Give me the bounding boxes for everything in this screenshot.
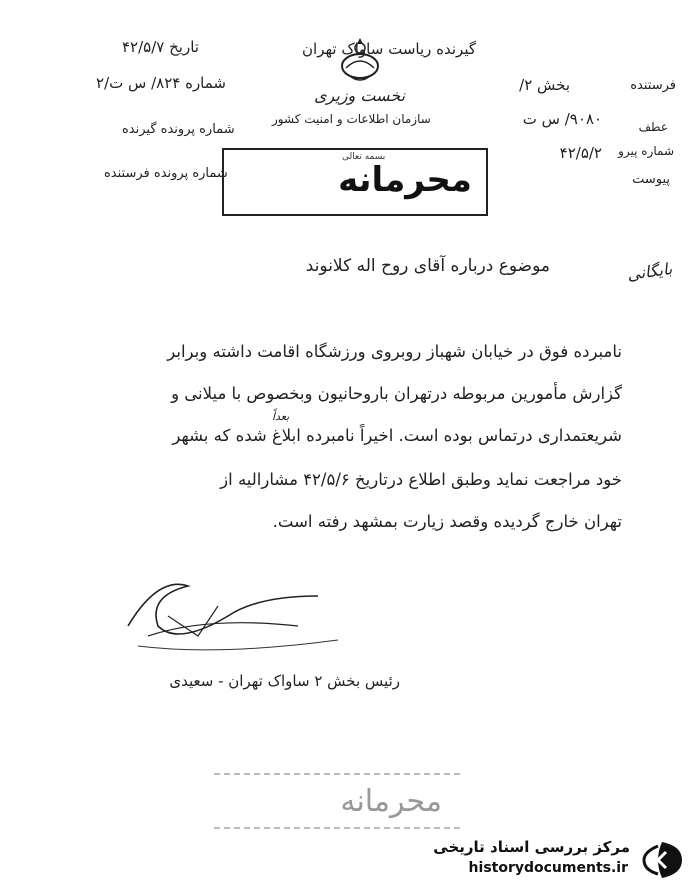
body-line-2: گزارش مأمورین مربوطه درتهران باروحانیون وبخصوص با میلانی و <box>171 384 622 403</box>
header-sender-file: شماره پرونده فرستنده <box>104 166 228 181</box>
footer-title: مرکز بررسی اسناد تاریخی <box>433 838 630 856</box>
header-emblem-caption: نخست وزیری <box>314 86 406 105</box>
header-emblem-org: سازمان اطلاعات و امنیت کشور <box>272 112 431 126</box>
header-number: شماره ۸۲۴/ س ت/۲ <box>96 74 226 92</box>
header-sender-label: فرستنده <box>630 78 676 93</box>
subject-line: موضوع درباره آقای روح اله کلانوند <box>305 256 550 276</box>
confidential-stamp <box>222 148 488 216</box>
header-recipient-org: گیرنده ریاست ساواک تهران <box>302 40 476 58</box>
header-ref-number: ۹۰۸۰/ س ت <box>522 110 602 128</box>
archive-watermark <box>410 836 692 884</box>
margin-note: بایگانی <box>625 258 674 285</box>
archive-logo-icon <box>636 838 688 882</box>
header-date: تاریخ ۴۲/۵/۷ <box>122 38 199 56</box>
header-ref-label: عطف <box>638 120 668 134</box>
lower-confidential-stamp <box>214 770 464 832</box>
body-line-4: خود مراجعت نماید وطبق اطلاع درتاریخ ۴۲/۵/۶ مشارالیه از <box>220 470 622 489</box>
header-recipient-file: شماره پرونده گیرنده <box>122 122 235 137</box>
interlinear-note: بعداً <box>272 410 290 423</box>
header-attachment: پیوست <box>632 172 670 187</box>
body-line-5: تهران خارج گردیده وقصد زیارت بمشهد رفته است. <box>272 512 622 531</box>
footer-url: historydocuments.ir <box>468 860 628 876</box>
body-line-3: شریعتمداری درتماس بوده است. اخیراً نامبرده ابلاغ شده که بشهر <box>172 426 622 445</box>
lower-stamp-text: محرمانه <box>340 784 442 819</box>
header-ref-date-label: شماره پیرو <box>618 144 674 158</box>
body-line-1: نامبرده فوق در خیابان شهباز روبروی ورزشگاه اقامت داشته وبرابر <box>167 342 622 361</box>
stamp-main-text: محرمانه <box>338 160 472 200</box>
signature-title: رئیس بخش ۲ ساواک تهران - سعیدی <box>169 672 400 690</box>
signature-scribble <box>108 566 368 662</box>
stamp-small-text: بسمه تعالی <box>342 152 386 162</box>
header-sender-value: بخش ۲/ <box>519 76 570 94</box>
header-ref-date: ۴۲/۵/۲ <box>559 144 602 162</box>
